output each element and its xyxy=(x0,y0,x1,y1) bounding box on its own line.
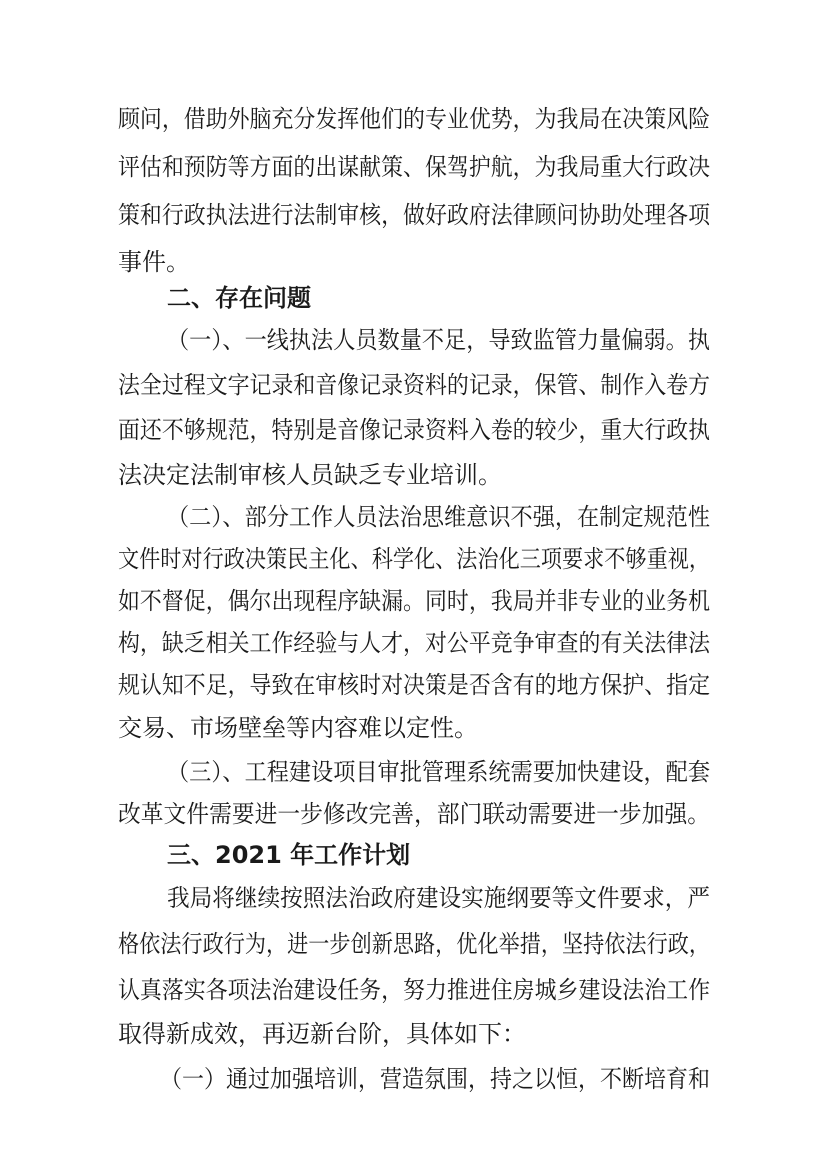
body-text-line: 法决定法制审核人员缺乏专业培训。 xyxy=(118,461,502,489)
body-text-line: 格依法行政行为，进一步创新思路，优化举措，坚持依法行政， xyxy=(118,930,710,958)
body-text-line: 改革文件需要进一步修改完善，部门联动需要进一步加强。 xyxy=(118,800,710,828)
body-text-line: 法全过程文字记录和音像记录资料的记录，保管、制作入卷方 xyxy=(118,371,710,399)
body-text-line: 面还不够规范，特别是音像记录资料入卷的较少，重大行政执 xyxy=(118,416,710,444)
body-text-line: 规认知不足，导致在审核时对决策是否含有的地方保护、指定 xyxy=(118,671,710,699)
body-text-line: 如不督促，偶尔出现程序缺漏。同时，我局并非专业的业务机 xyxy=(118,587,710,615)
body-text-line: 文件时对行政决策民主化、科学化、法治化三项要求不够重视， xyxy=(118,545,710,573)
body-text-line: 交易、市场壁垒等内容难以定性。 xyxy=(118,714,478,742)
section-heading-issues: 二、存在问题 xyxy=(167,284,311,312)
body-text-line: （二）、部分工作人员法治思维意识不强，在制定规范性 xyxy=(167,503,710,531)
body-text-line: （三）、工程建设项目审批管理系统需要加快建设，配套 xyxy=(167,758,710,786)
body-text-line: 事件。 xyxy=(118,248,190,276)
body-text-line: （一）通过加强培训，营造氛围，持之以恒，不断培育和 xyxy=(160,1065,710,1093)
body-text-line: 顾问，借助外脑充分发挥他们的专业优势，为我局在决策风险 xyxy=(118,105,710,133)
body-text-line: 认真落实各项法治建设任务，努力推进住房城乡建设法治工作 xyxy=(118,976,710,1004)
body-text-line: 评估和预防等方面的出谋献策、保驾护航，为我局重大行政决 xyxy=(118,153,710,181)
body-text-line: 构，缺乏相关工作经验与人才，对公平竞争审查的有关法律法 xyxy=(118,629,710,657)
body-text-line: 取得新成效，再迈新台阶，具体如下： xyxy=(118,1020,526,1048)
body-text-line: 我局将继续按照法治政府建设实施纲要等文件要求，严 xyxy=(167,884,710,912)
body-text-line: 策和行政执法进行法制审核，做好政府法律顾问协助处理各项 xyxy=(118,201,710,229)
body-text-line: （一）、一线执法人员数量不足，导致监管力量偏弱。执 xyxy=(167,326,710,354)
section-heading-plan: 三、2021 年工作计划 xyxy=(167,841,411,869)
